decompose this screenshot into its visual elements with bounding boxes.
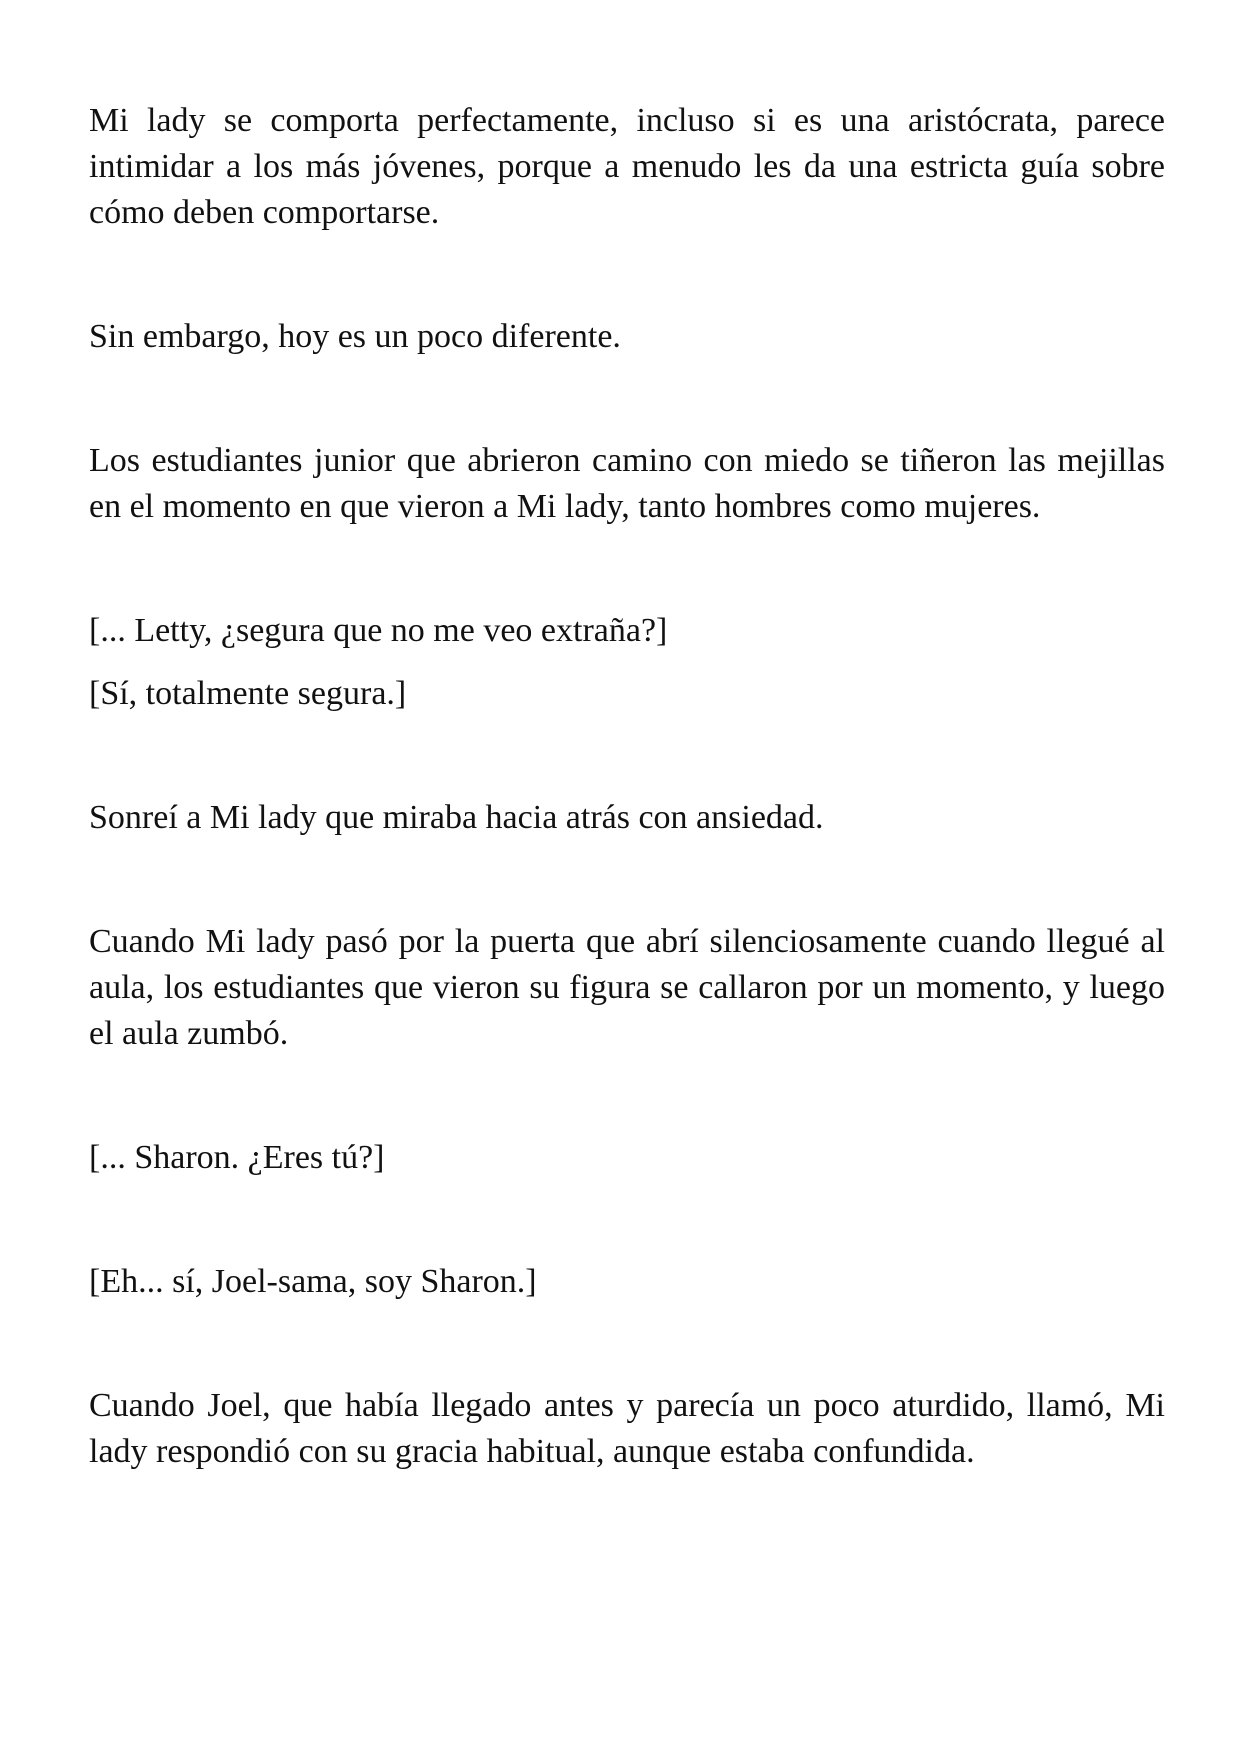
paragraph: Sin embargo, hoy es un poco diferente. — [89, 318, 621, 355]
dialogue-line: [Eh... sí, Joel-sama, soy Sharon.] — [89, 1263, 537, 1300]
paragraph: Cuando Mi lady pasó por la puerta que abrí silenciosamente cuando llegué al aula, los estudiantes que vieron su figura se callaron por un momento, y luego el aula zumbó. — [89, 923, 1165, 1052]
paragraph: Mi lady se comporta perfectamente, incluso si es una aristócrata, parece intimidar a los más jóvenes, porque a menudo les da una estricta guía sobre cómo deben comportarse. — [89, 102, 1165, 231]
dialogue-line: [Sí, totalmente segura.] — [89, 675, 407, 712]
paragraph: Sonreí a Mi lady que miraba hacia atrás con ansiedad. — [89, 799, 824, 836]
dialogue-line: [... Letty, ¿segura que no me veo extraña?] — [89, 612, 668, 649]
paragraph: Cuando Joel, que había llegado antes y parecía un poco aturdido, llamó, Mi lady respondió con su gracia habitual, aunque estaba confundida. — [89, 1387, 1165, 1470]
dialogue-line: [... Sharon. ¿Eres tú?] — [89, 1139, 385, 1176]
paragraph: Los estudiantes junior que abrieron camino con miedo se tiñeron las mejillas en el momento en que vieron a Mi lady, tanto hombres como mujeres. — [89, 442, 1165, 525]
